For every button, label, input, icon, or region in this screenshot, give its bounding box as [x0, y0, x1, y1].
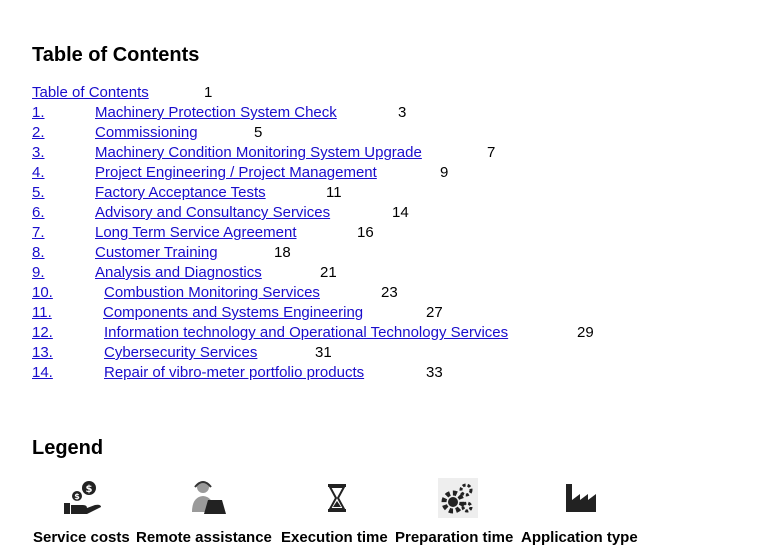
toc-entry-page: 16: [357, 224, 374, 241]
toc-entry-number[interactable]: 6.: [32, 204, 45, 221]
toc-entry-link[interactable]: Repair of vibro-meter portfolio products: [104, 364, 365, 381]
legend-label-preparation-time: Preparation time: [395, 529, 514, 546]
toc-entry-link[interactable]: Information technology and Operational Technology Services: [104, 324, 509, 341]
toc-entry-number[interactable]: 9.: [32, 264, 45, 281]
toc-entry-number[interactable]: 4.: [32, 164, 45, 181]
toc-entry-number[interactable]: 3.: [32, 144, 45, 161]
toc-entry-page: 3: [398, 104, 407, 121]
toc-entry-link[interactable]: Machinery Protection System Check: [95, 104, 337, 121]
toc-entry: [32, 183, 752, 203]
toc-entry: [32, 83, 752, 103]
toc-entry: [32, 283, 752, 303]
legend-label-application-type: Application type: [521, 529, 638, 546]
toc-entry: [32, 263, 752, 283]
toc-entry-link[interactable]: Analysis and Diagnostics: [95, 264, 262, 281]
toc-entry-link[interactable]: Components and Systems Engineering: [103, 304, 364, 321]
toc-entry: [32, 203, 752, 223]
svg-text:$: $: [74, 492, 80, 501]
toc-entry-page: 14: [392, 204, 409, 221]
factory-icon: [561, 476, 605, 520]
svg-text:$: $: [85, 484, 93, 495]
toc-entry-link[interactable]: Long Term Service Agreement: [95, 224, 297, 241]
toc-entry-page: 29: [577, 324, 594, 341]
toc-entry-page: 18: [274, 244, 291, 261]
toc-entry-number[interactable]: 7.: [32, 224, 45, 241]
remote-assistance-icon: [186, 476, 230, 520]
toc-entry-page: 23: [381, 284, 398, 301]
toc-entry-page: 1: [204, 84, 213, 101]
toc-entry-link[interactable]: Project Engineering / Project Management: [95, 164, 377, 181]
toc-entry: [32, 123, 752, 143]
toc-entry-page: 31: [315, 344, 332, 361]
toc-entry-number[interactable]: 2.: [32, 124, 45, 141]
legend-heading: Legend: [32, 437, 104, 459]
toc-entry-number[interactable]: 12.: [32, 324, 53, 341]
toc-entry-page: 21: [320, 264, 337, 281]
toc-entry: [32, 303, 752, 323]
gears-icon: [436, 476, 480, 520]
legend-label-execution-time: Execution time: [281, 529, 388, 546]
toc-entry-number[interactable]: 11.: [32, 304, 52, 321]
toc-entry: [32, 323, 752, 343]
toc-entry-number[interactable]: 14.: [32, 364, 53, 381]
hourglass-icon: [315, 476, 359, 520]
toc-entry-page: 11: [326, 184, 342, 201]
toc-entry: [32, 223, 752, 243]
toc-entry: [32, 103, 752, 123]
money-hand-icon: [61, 476, 105, 520]
toc-entry-number[interactable]: 5.: [32, 184, 45, 201]
toc-entry-page: 5: [254, 124, 263, 141]
toc-entry-number[interactable]: 8.: [32, 244, 45, 261]
toc-entry: [32, 343, 752, 363]
toc-entry-number[interactable]: 10.: [32, 284, 53, 301]
toc-heading: Table of Contents: [32, 44, 200, 66]
legend-label-remote-assistance: Remote assistance: [136, 529, 272, 546]
legend-label-service-costs: Service costs: [33, 529, 130, 546]
toc-entry-page: 27: [426, 304, 443, 321]
toc-entry-link[interactable]: Commissioning: [95, 124, 198, 141]
toc-entry-page: 33: [426, 364, 443, 381]
toc-entry-link[interactable]: Combustion Monitoring Services: [104, 284, 320, 301]
toc-entry-link[interactable]: Cybersecurity Services: [104, 344, 258, 361]
toc-entry: [32, 163, 752, 183]
toc-entry-link[interactable]: Customer Training: [95, 244, 218, 261]
toc-entry-link[interactable]: Advisory and Consultancy Services: [95, 204, 331, 221]
toc-entry-link[interactable]: Machinery Condition Monitoring System Upgrade: [95, 144, 422, 161]
toc-entry-link[interactable]: Factory Acceptance Tests: [95, 184, 266, 201]
toc-entry-link[interactable]: Table of Contents: [32, 84, 149, 101]
toc-entry: [32, 143, 752, 163]
toc-entry-page: 9: [440, 164, 449, 181]
toc-entry: [32, 363, 752, 383]
toc-entry-page: 7: [487, 144, 496, 161]
toc-entry: [32, 243, 752, 263]
toc-entry-number[interactable]: 1.: [32, 104, 45, 121]
toc-entry-number[interactable]: 13.: [32, 344, 53, 361]
